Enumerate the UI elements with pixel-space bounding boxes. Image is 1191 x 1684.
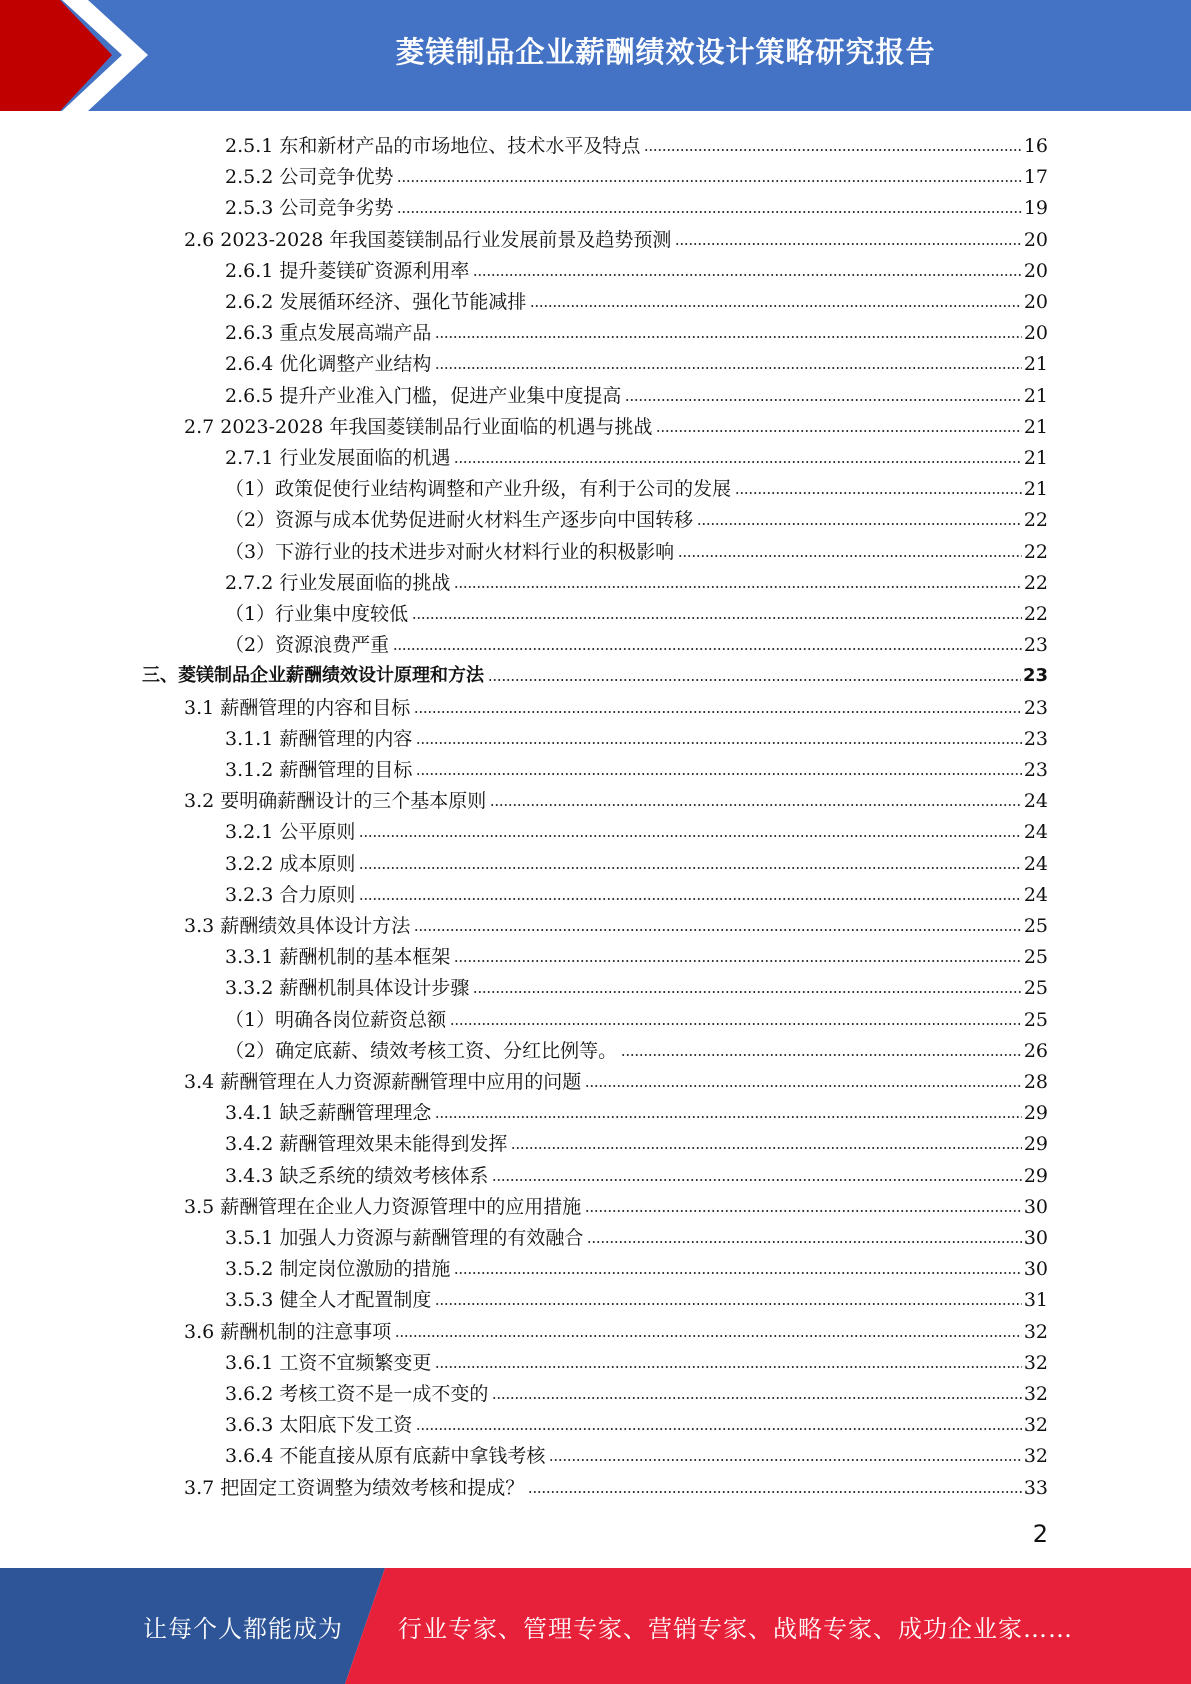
toc-entry-page: 29: [1023, 1133, 1048, 1156]
toc-entry[interactable]: [225, 158, 1048, 189]
toc-leader-dots: [678, 554, 1022, 558]
page-footer-band: [0, 1568, 1191, 1684]
toc-entry[interactable]: [225, 1406, 1048, 1437]
toc-leader-dots: [549, 1458, 1021, 1462]
toc-entry-page: 16: [1023, 135, 1048, 157]
toc-leader-dots: [656, 429, 1021, 433]
toc-entry-label: （1）明确各岗位薪资总额: [225, 1008, 447, 1031]
toc-leader-dots: [621, 1053, 1022, 1057]
toc-leader-dots: [454, 460, 1021, 464]
toc-entry-page: 22: [1023, 540, 1048, 563]
toc-leader-dots: [393, 647, 1022, 651]
toc-entry[interactable]: [225, 1437, 1048, 1468]
toc-entry[interactable]: [225, 1281, 1048, 1312]
toc-leader-dots: [644, 148, 1021, 152]
toc-leader-dots: [492, 1178, 1021, 1182]
toc-entry[interactable]: [225, 564, 1048, 595]
toc-entry-label: 3.4.1 缺乏薪酬管理理念: [225, 1102, 432, 1125]
toc-entry[interactable]: [225, 1250, 1048, 1281]
toc-entry-page: 26: [1023, 1039, 1048, 1062]
toc-leader-dots: [435, 1302, 1021, 1306]
toc-entry-page: 21: [1023, 447, 1048, 469]
toc-entry[interactable]: [225, 1157, 1048, 1188]
toc-leader-dots: [585, 1209, 1022, 1213]
toc-entry[interactable]: [225, 1032, 1048, 1063]
toc-entry-page: 22: [1023, 509, 1048, 532]
toc-entry-label: 2.6.4 优化调整产业结构: [225, 353, 432, 376]
toc-leader-dots: [454, 1271, 1021, 1275]
toc-entry-page: 25: [1023, 1008, 1048, 1031]
toc-entry-label: 2.6 2023-2028 年我国菱镁制品行业发展前景及趋势预测: [184, 228, 672, 251]
toc-entry-label: 3.5.3 健全人才配置制度: [225, 1289, 432, 1312]
toc-entry[interactable]: [225, 345, 1048, 376]
toc-entry-label: 3.3.1 薪酬机制的基本框架: [225, 946, 451, 969]
toc-leader-dots: [435, 335, 1021, 339]
toc-entry[interactable]: [225, 252, 1048, 283]
toc-leader-dots: [675, 242, 1021, 246]
toc-leader-dots: [473, 273, 1021, 277]
toc-leader-dots: [587, 1240, 1021, 1244]
toc-entry[interactable]: [225, 377, 1048, 408]
toc-entry[interactable]: [184, 907, 1048, 938]
toc-entry-label: 3.2.3 合力原则: [225, 883, 356, 906]
toc-entry-page: 32: [1023, 1383, 1048, 1405]
toc-entry-page: 17: [1023, 166, 1048, 189]
toc-entry-label: 2.6.3 重点发展高端产品: [225, 322, 432, 345]
toc-entry[interactable]: [225, 876, 1048, 907]
toc-leader-dots: [585, 1084, 1022, 1088]
toc-entry-page: 25: [1023, 946, 1048, 969]
page-header-band: [0, 0, 1191, 111]
toc-entry-label: 3.7 把固定工资调整为绩效考核和提成？: [184, 1476, 525, 1499]
toc-entry-label: 3.5 薪酬管理在企业人力资源管理中的应用措施: [184, 1195, 582, 1218]
toc-entry-label: 3.4.3 缺乏系统的绩效考核体系: [225, 1164, 489, 1187]
toc-entry[interactable]: [225, 470, 1048, 501]
toc-entry-page: 24: [1023, 883, 1048, 906]
toc-entry-page: 20: [1023, 228, 1048, 251]
toc-leader-dots: [473, 990, 1021, 994]
toc-entry-page: 25: [1023, 915, 1048, 937]
toc-leader-dots: [359, 897, 1021, 901]
toc-leader-dots: [454, 585, 1021, 589]
toc-leader-dots: [397, 179, 1021, 183]
toc-entry-page: 25: [1023, 977, 1048, 1000]
toc-leader-dots: [412, 616, 1022, 620]
toc-entry-page: 24: [1023, 852, 1048, 875]
toc-entry-page: 32: [1023, 1445, 1048, 1468]
toc-entry-label: 3.3.2 薪酬机制具体设计步骤: [225, 977, 470, 1000]
page-number: 2: [1032, 1520, 1048, 1548]
toc-entry-page: 20: [1023, 291, 1048, 313]
toc-entry-label: 三、菱镁制品企业薪酬绩效设计原理和方法: [142, 665, 484, 687]
toc-entry-page: 32: [1023, 1351, 1048, 1374]
toc-entry[interactable]: [225, 1125, 1048, 1156]
toc-leader-dots: [435, 366, 1021, 370]
toc-entry-label: 3.1.1 薪酬管理的内容: [225, 727, 413, 750]
toc-leader-dots: [492, 1396, 1021, 1400]
toc-entry-page: 32: [1023, 1414, 1048, 1437]
toc-entry-label: （1）政策促使行业结构调整和产业升级，有利于公司的发展: [225, 478, 732, 501]
toc-entry[interactable]: [184, 1313, 1048, 1344]
toc-entry-page: 31: [1023, 1289, 1048, 1312]
toc-entry[interactable]: [184, 408, 1048, 439]
toc-leader-dots: [416, 772, 1021, 776]
toc-entry-label: 3.6.1 工资不宜频繁变更: [225, 1351, 432, 1374]
toc-entry[interactable]: [184, 782, 1048, 813]
toc-entry[interactable]: [225, 1094, 1048, 1125]
toc-entry-page: 23: [1022, 665, 1048, 687]
toc-entry-label: 2.5.1 东和新材产品的市场地位、技术水平及特点: [225, 135, 641, 157]
toc-entry-label: 2.6.1 提升菱镁矿资源利用率: [225, 259, 470, 282]
toc-entry-label: 2.6.5 提升产业准入门槛，促进产业集中度提高: [225, 384, 622, 407]
toc-leader-dots: [414, 928, 1022, 932]
toc-entry[interactable]: [225, 127, 1048, 158]
toc-entry[interactable]: [225, 595, 1048, 626]
toc-leader-dots: [416, 1427, 1021, 1431]
toc-leader-dots: [414, 710, 1022, 714]
toc-entry-page: 22: [1023, 571, 1048, 594]
toc-entry-page: 29: [1023, 1102, 1048, 1125]
toc-entry-page: 29: [1023, 1164, 1048, 1187]
toc-entry-label: 3.1 薪酬管理的内容和目标: [184, 696, 411, 719]
toc-entry-page: 20: [1023, 322, 1048, 345]
footer-slogan-left: 让每个人都能成为: [143, 1614, 343, 1643]
toc-leader-dots: [435, 1365, 1021, 1369]
toc-leader-dots: [416, 741, 1021, 745]
toc-entry[interactable]: [225, 439, 1048, 470]
toc-entry[interactable]: [225, 1344, 1048, 1375]
toc-leader-dots: [530, 304, 1021, 308]
toc-entry-page: 21: [1023, 415, 1048, 438]
toc-entry-label: 3.4.2 薪酬管理效果未能得到发挥: [225, 1133, 508, 1156]
toc-entry[interactable]: [225, 720, 1048, 751]
toc-entry[interactable]: [225, 533, 1048, 564]
toc-entry[interactable]: [225, 1219, 1048, 1250]
toc-leader-dots: [528, 1490, 1022, 1494]
toc-entry[interactable]: [225, 1001, 1048, 1032]
toc-entry-page: 23: [1023, 696, 1048, 719]
toc-entry-page: 30: [1023, 1258, 1048, 1281]
toc-leader-dots: [511, 1146, 1021, 1150]
toc-entry[interactable]: [225, 938, 1048, 969]
toc-entry-label: 2.7.2 行业发展面临的挑战: [225, 571, 451, 594]
toc-leader-dots: [450, 1022, 1022, 1026]
toc-entry-label: （1）行业集中度较低: [225, 603, 409, 625]
toc-entry-label: 3.6.3 太阳底下发工资: [225, 1414, 413, 1437]
toc-entry[interactable]: [225, 283, 1048, 314]
toc-entry-label: 2.5.2 公司竞争优势: [225, 166, 394, 189]
toc-entry[interactable]: [225, 501, 1048, 532]
toc-entry-page: 24: [1023, 790, 1048, 813]
toc-entry[interactable]: [184, 221, 1048, 252]
toc-leader-dots: [625, 398, 1021, 402]
toc-entry-label: 3.2.2 成本原则: [225, 852, 356, 875]
toc-entry[interactable]: [225, 751, 1048, 782]
toc-leader-dots: [488, 678, 1021, 682]
toc-leader-dots: [359, 834, 1021, 838]
toc-entry-page: 20: [1023, 259, 1048, 282]
toc-entry-page: 23: [1023, 634, 1048, 657]
toc-leader-dots: [397, 210, 1021, 214]
toc-leader-dots: [395, 1334, 1022, 1338]
toc-leader-dots: [435, 1115, 1021, 1119]
toc-entry-label: 2.7.1 行业发展面临的机遇: [225, 447, 451, 469]
toc-entry-page: 30: [1023, 1195, 1048, 1218]
toc-entry-label: （2）确定底薪、绩效考核工资、分红比例等。: [225, 1039, 618, 1062]
toc-entry-label: （2）资源浪费严重: [225, 634, 390, 657]
toc-entry-page: 24: [1023, 821, 1048, 844]
toc-entry-label: 3.6.2 考核工资不是一成不变的: [225, 1383, 489, 1405]
toc-entry-label: 3.2 要明确薪酬设计的三个基本原则: [184, 790, 487, 813]
toc-entry[interactable]: [184, 1188, 1048, 1219]
toc-leader-dots: [454, 959, 1021, 963]
toc-entry-page: 28: [1023, 1071, 1048, 1093]
toc-entry[interactable]: [225, 1375, 1048, 1406]
toc-entry-page: 22: [1023, 603, 1048, 625]
toc-entry-label: （2）资源与成本优势促进耐火材料生产逐步向中国转移: [225, 509, 694, 532]
toc-entry-page: 32: [1023, 1320, 1048, 1343]
toc-leader-dots: [697, 522, 1022, 526]
toc-entry[interactable]: [225, 813, 1048, 844]
footer-slogan-right: 行业专家、管理专家、营销专家、战略专家、成功企业家……: [398, 1614, 1073, 1643]
toc-entry-label: 3.1.2 薪酬管理的目标: [225, 759, 413, 781]
toc-entry-page: 23: [1023, 759, 1048, 781]
toc-leader-dots: [490, 803, 1022, 807]
toc-entry[interactable]: [142, 657, 1048, 688]
toc-entry[interactable]: [184, 689, 1048, 720]
toc-entry-label: 2.6.2 发展循环经济、强化节能减排: [225, 291, 527, 313]
toc-entry[interactable]: [225, 969, 1048, 1000]
toc-leader-dots: [359, 866, 1021, 870]
toc-entry-label: 3.2.1 公平原则: [225, 821, 356, 844]
toc-entry[interactable]: [184, 1063, 1048, 1094]
toc-entry-label: 3.5.1 加强人力资源与薪酬管理的有效融合: [225, 1227, 584, 1249]
toc-entry-label: （3）下游行业的技术进步对耐火材料行业的积极影响: [225, 540, 675, 563]
toc-entry-label: 3.6 薪酬机制的注意事项: [184, 1320, 392, 1343]
toc-entry[interactable]: [225, 626, 1048, 657]
toc-entry[interactable]: [184, 1469, 1048, 1500]
toc-entry-page: 21: [1023, 384, 1048, 407]
toc-entry-page: 21: [1023, 353, 1048, 376]
header-chevron-decoration: [0, 0, 160, 111]
toc-entry-page: 21: [1023, 478, 1048, 501]
toc-entry-page: 19: [1023, 197, 1048, 220]
toc-entry-page: 23: [1023, 727, 1048, 750]
toc-entry-label: 2.5.3 公司竞争劣势: [225, 197, 394, 220]
toc-entry-page: 33: [1023, 1476, 1048, 1499]
toc-entry-label: 3.5.2 制定岗位激励的措施: [225, 1258, 451, 1281]
toc-entry-page: 30: [1023, 1227, 1048, 1249]
toc-entry-label: 3.4 薪酬管理在人力资源薪酬管理中应用的问题: [184, 1071, 582, 1093]
toc-entry[interactable]: [225, 845, 1048, 876]
toc-entry[interactable]: [225, 189, 1048, 220]
toc-entry-label: 2.7 2023-2028 年我国菱镁制品行业面临的机遇与挑战: [184, 415, 653, 438]
toc-entry[interactable]: [225, 314, 1048, 345]
toc-entry-label: 3.6.4 不能直接从原有底薪中拿钱考核: [225, 1445, 546, 1468]
document-title: 菱镁制品企业薪酬绩效设计策略研究报告: [395, 34, 936, 69]
toc-leader-dots: [735, 491, 1022, 495]
toc-entry-label: 3.3 薪酬绩效具体设计方法: [184, 915, 411, 937]
